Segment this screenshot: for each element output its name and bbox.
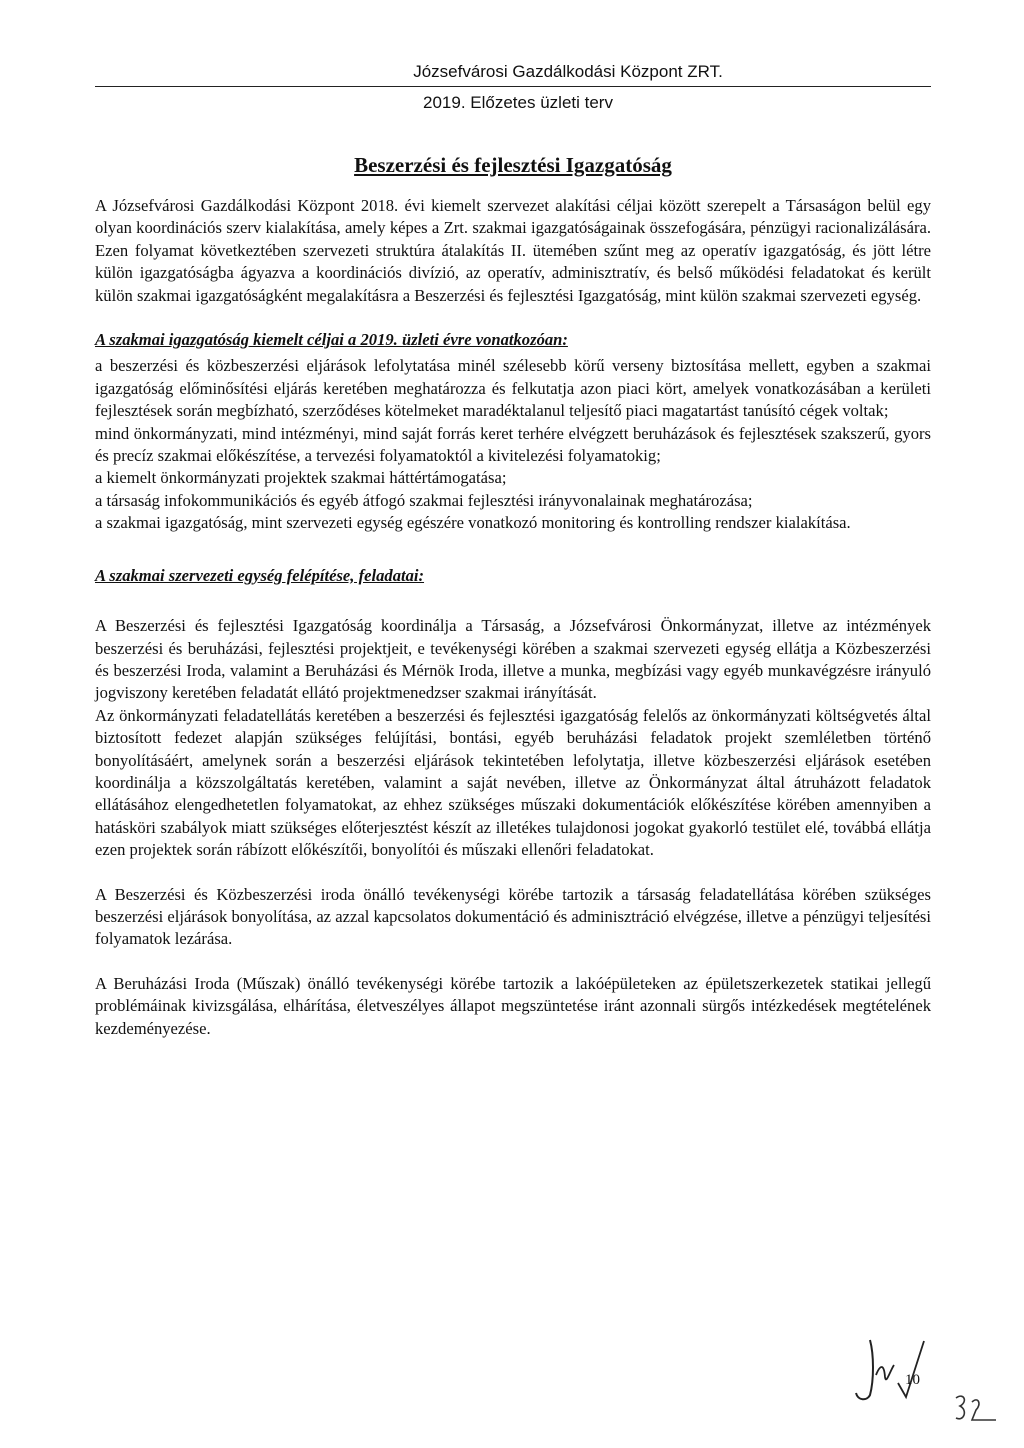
goal-item: a kiemelt önkormányzati projektek szakmai háttértámogatása; (95, 468, 507, 488)
structure-paragraph: A Beruházási Iroda (Műszak) önálló tevékenységi körébe tartozik a lakóépületeken az épületszerkezetek statikai jellegű problémáinak kivizsgálása, elhárítása, életveszélyes állapot megszüntetése iránt azonnali sürgős intézkedések megtételének kezdeményezése. (95, 973, 931, 1038)
intro-paragraph: A Józsefvárosi Gazdálkodási Központ 2018. évi kiemelt szervezet alakítási céljai között szerepelt a Társaságon belül egy olyan koordinációs szerv kialakítása, amely képes a Zrt. szakmai igazgatóságainak összefogására, pénzügyi racionalizálására. Ezen folyamat következtében szervezeti struktúra átalakítás II. ütemében szűnt meg az operatív igazgatóság, és jött létre külön igazgatóságba ágyazva a koordinációs divízió, az operatív, adminisztratív, és belső működési feladatokat és került külön szakmai igazgatóságként megalakításra a Beszerzési és fejlesztési Igazgatóság, mint külön szakmai szervezeti egység. (95, 196, 931, 305)
structure-paragraph: A Beszerzési és Közbeszerzési iroda önálló tevékenységi körébe tartozik a társaság feladatellátása körében szükséges beszerzési eljárások bonyolítása, az azzal kapcsolatos dokumentáció és adminisztráció elvégzése, illetve a pénzügyi teljesítési folyamatok lezárása. (95, 884, 931, 949)
structure-paragraph: Az önkormányzati feladatellátás keretében a beszerzési és fejlesztési igazgatóság felelős az önkormányzati költségvetés által biztosított fedezet alapján szükséges felújítási, bontási, egyéb beruházási feladatok projekt szemléletben történő bonyolításáért, amelynek során a beszerzési eljárások tekintetében lefolytatja, illetve közbeszerzési eljárások esetében koordinálja a közszolgáltatás keretében, valamint a saját nevében, illetve az Önkormányzat által átruházott feladatok ellátásához elengedhetetlen folyamatokat, az ehhez szükséges műszaki dokumentációk előkészítése körében amennyiben a hatásköri szabályok miatt szükséges előterjesztést készít az illetékes tulajdonosi jogokat gyakorló testület elé, továbbá ellátja ezen projektek során rábízott előkészítői, bonyolítói és műszaki ellenőri feladatokat. (95, 705, 931, 860)
handwritten-folio-number (950, 1392, 1000, 1428)
goals-heading: A szakmai igazgatóság kiemelt céljai a 2019. üzleti évre vonatkozóan: (95, 330, 568, 350)
page-number: 10 (905, 1372, 920, 1388)
structure-paragraph: A Beszerzési és fejlesztési Igazgatóság koordinálja a Társaság, a Józsefvárosi Önkormányzat, illetve az intézmények beszerzési és beruházási, fejlesztési projektjeit, e tevékenységi körében a szakmai szervezeti egység ellátja a Közbeszerzési és beszerzési Iroda, valamint a Beruházási és Mérnök Iroda, illetve a munka, megbízási vagy egyéb munkavégzésre irányuló jogviszony keretében feladatát ellátó projektmenedzser szakmai irányítását. (95, 616, 931, 703)
document-subtitle: 2019. Előzetes üzleti terv (423, 93, 613, 112)
goal-item: mind önkormányzati, mind intézményi, mind saját forrás keret terhére elvégzett beruházások és fejlesztések szakszerű, gyors és precíz szakmai előkészítése, a tervezési folyamatoktól a kivitelezési folyamatokig; (95, 423, 931, 466)
handwritten-signature (840, 1335, 930, 1405)
goal-item: a társaság infokommunikációs és egyéb átfogó szakmai fejlesztési irányvonalainak meghatározása; (95, 490, 753, 510)
document-body (95, 195, 931, 1040)
goal-item: a szakmai igazgatóság, mint szervezeti egység egészére vonatkozó monitoring és kontrolling rendszer kialakítása. (95, 513, 851, 533)
structure-heading: A szakmai szervezeti egység felépítése, feladatai: (95, 565, 425, 585)
page-header (95, 60, 931, 115)
goal-item: a beszerzési és közbeszerzési eljárások lefolytatása minél szélesebb körű verseny biztosítása mellett, egyben a szakmai igazgatóság előminősítési eljárás keretében meghatározza és felkutatja azon piaci kört, amelyek vonatkozásában a kerületi fejlesztések során megbízható, szerződéses kötelmeket maradéktalanul teljesítő piaci magatartást tanúsító cégek voltak; (95, 356, 931, 421)
organization-name: Józsefvárosi Gazdálkodási Központ ZRT. (413, 62, 723, 81)
header-rule (95, 86, 931, 87)
section-title: Beszerzési és fejlesztési Igazgatóság (354, 153, 672, 177)
